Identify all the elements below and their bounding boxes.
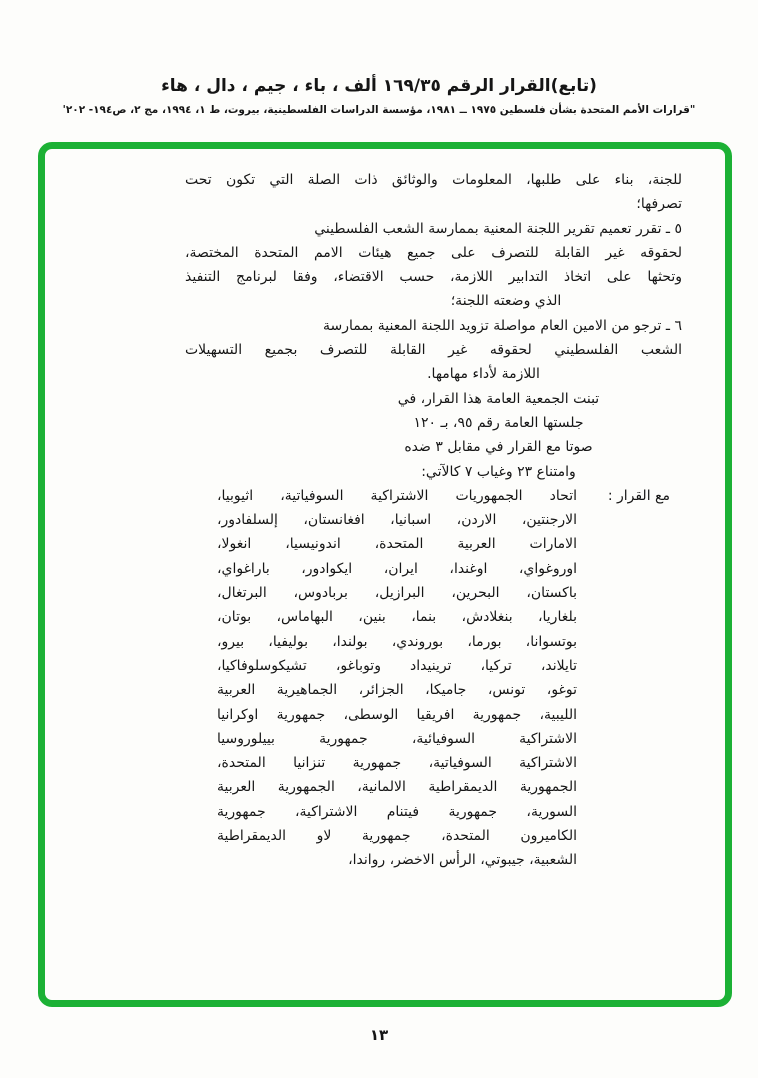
text-line: الكاميرون المتحدة، جمهورية لاو الديمقراطية	[217, 828, 577, 845]
text-line: الذي وضعته اللجنة؛	[450, 293, 562, 310]
text-line: توغو، تونس، جاميكا، الجزائر، الجماهيرية العربية	[217, 682, 577, 699]
text-line: باكستان، البحرين، البرازيل، بربادوس، البرتغال،	[217, 585, 577, 602]
text-line: الجمهورية الديمقراطية الالمانية، الجمهورية العربية	[217, 779, 577, 796]
text-line: لحقوقه غير القابلة للتصرف على جميع هيئات الامم المتحدة المختصة،	[185, 244, 682, 261]
text-line: الشعبية، جيبوتي، الرأس الاخضر، رواندا،	[348, 852, 577, 869]
text-line: ٦ ـ ترجو من الامين العام مواصلة تزويد اللجنة المعنية بممارسة	[322, 317, 682, 334]
text-line: الارجنتين، الاردن، اسبانيا، افغانستان، إلسلفادور،	[217, 512, 577, 529]
text-line: بلغاريا، بنغلادش، بنما، بنين، البهاماس، بوتان،	[217, 609, 577, 626]
text-line: تايلاند، تركيا، ترينيداد وتوباغو، تشيكوسلوفاكيا،	[217, 657, 577, 674]
text-line: الاشتراكية السوفياتية، جمهورية تنزانيا المتحدة،	[217, 755, 577, 772]
text-line: للجنة، بناء على طلبها، المعلومات والوثائق ذات الصلة التي تكون تحت	[185, 172, 682, 188]
text-line: صوتا مع القرار في مقابل ٣ ضده	[404, 439, 593, 456]
text-line: اتحاد الجمهوريات الاشتراكية السوفياتية، اثيوبيا،	[217, 487, 577, 504]
text-line: الشعب الفلسطيني لحقوقه غير القابلة للتصرف بجميع التسهيلات	[185, 342, 682, 359]
text-line: وامتناع ٢٣ وغياب ٧ كالآتي:	[421, 463, 576, 480]
text-line: تبنت الجمعية العامة هذا القرار، في	[397, 390, 600, 407]
vote-list-label: مع القرار :	[607, 488, 670, 504]
text-line: تصرفها؛	[636, 196, 682, 213]
text-line: ٥ ـ تقرر تعميم تقرير اللجنة المعنية بممارسة الشعب الفلسطيني	[314, 220, 682, 237]
text-line: اوروغواي، اوغندا، ايران، ايكوادور، باراغواي،	[217, 560, 577, 577]
text-line: الاشتراكية السوفيائية، جمهورية بييلوروسيا	[217, 730, 577, 747]
document-lines	[185, 168, 682, 873]
text-line: اللازمة لأداء مهامها.	[427, 366, 540, 383]
text-line: الليبية، جمهورية افريقيا الوسطى، جمهورية اوكرانيا	[217, 706, 577, 723]
text-line: الامارات العربية المتحدة، اندونيسيا، انغولا،	[217, 536, 577, 553]
page-number: ١٣	[369, 1026, 389, 1044]
text-line: السورية، جمهورية فيتنام الاشتراكية، جمهورية	[217, 803, 577, 820]
text-line: جلستها العامة رقم ٩٥، بـ ١٢٠	[413, 414, 584, 431]
text-line: وتحثها على اتخاذ التدابير اللازمة، حسب الاقتضاء، وفقا لبرنامج التنفيذ	[185, 269, 682, 286]
document-title: (تابع)القرار الرقم ١٦٩/٣٥ ألف ، باء ، جيم ، دال ، هاء	[161, 76, 597, 96]
text-line: بوتسوانا، بورما، بوروندي، بولندا، بوليفيا، بيرو،	[217, 633, 577, 650]
document-source-citation: "قرارات الأمم المتحدة بشأن فلسطين ١٩٧٥ ــ ١٩٨١، مؤسسة الدراسات الفلسطينية، بيروت، ط ١، ١٩٩٤، مج ٢، ص١٩٤- ٢٠٢'	[62, 104, 696, 116]
